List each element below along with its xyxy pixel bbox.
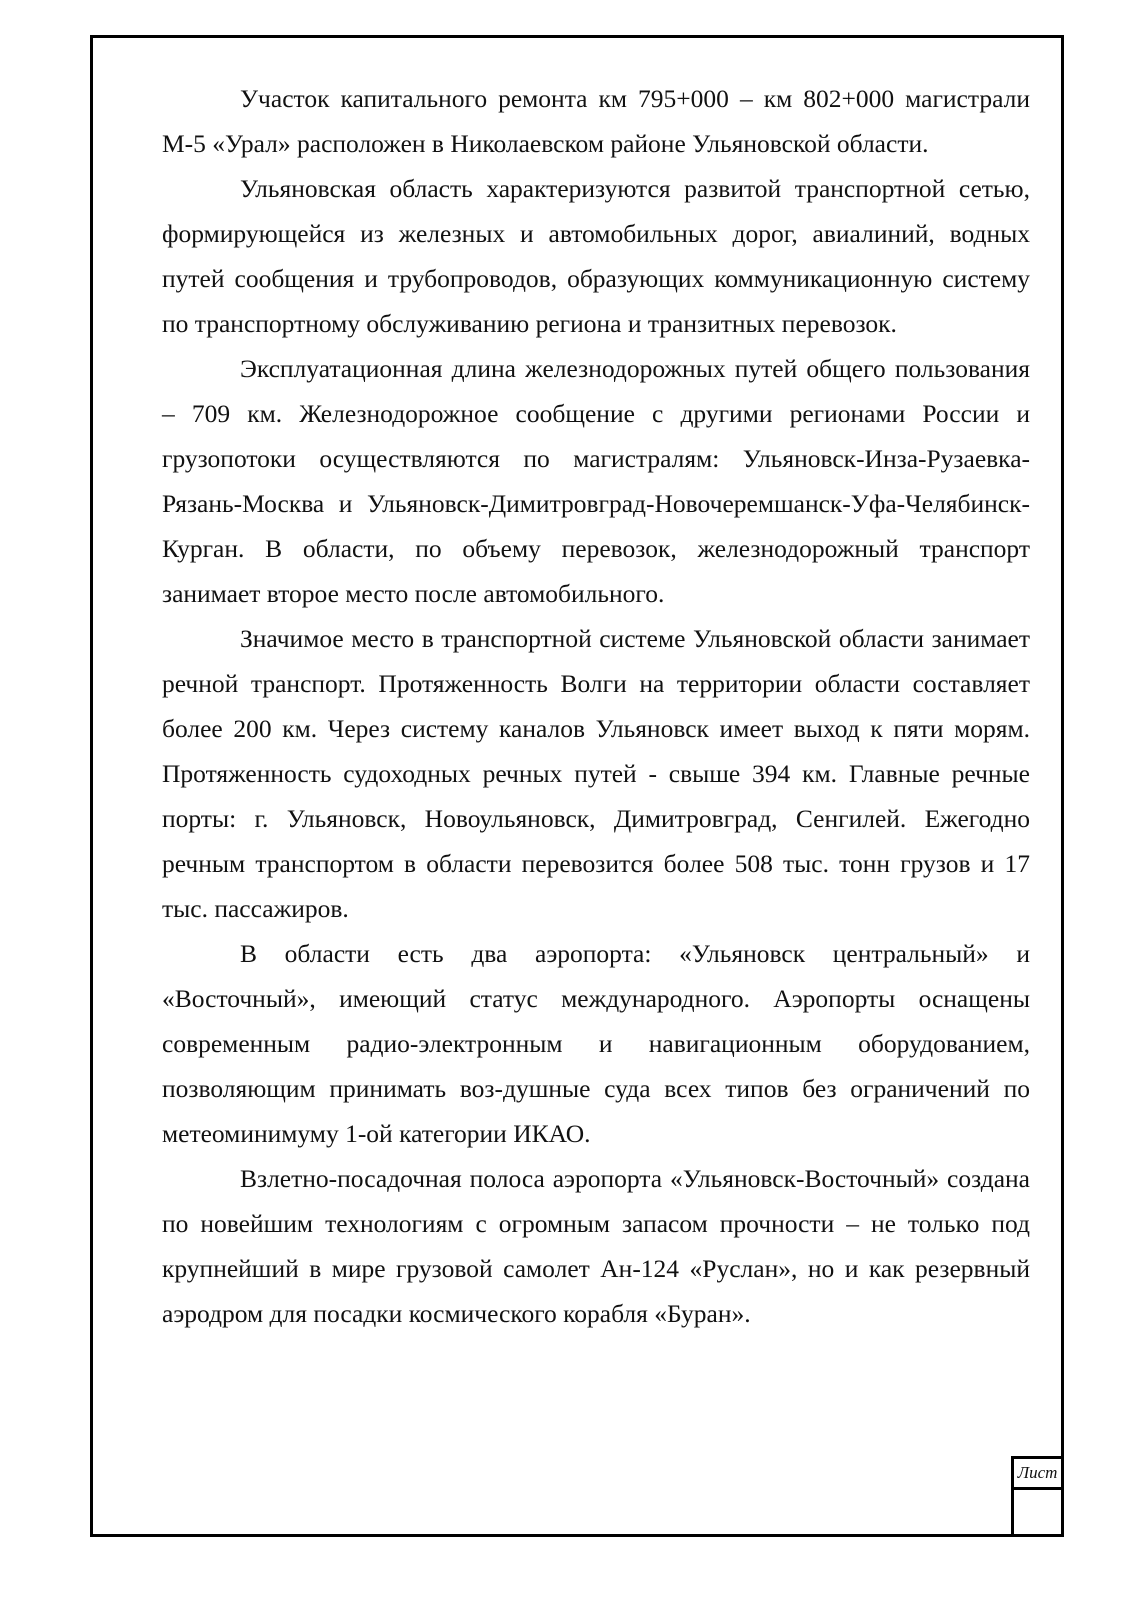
paragraph-transport-network: Ульяновская область характеризуются развитой транспортной сетью, формирующейся из железных и автомобильных дорог, авиалиний, водных путей сообщения и трубопроводов, образующих коммуникационную систему по транспортному обслуживанию региона и транзитных перевозок.: [162, 174, 1030, 338]
paragraph-route-location: Участок капитального ремонта км 795+000 – км 802+000 магистрали М-5 «Урал» расположен в Николаевском районе Ульяновской области.: [162, 84, 1030, 158]
sheet-number-cell: [1014, 1490, 1061, 1540]
paragraph-runway: Взлетно-посадочная полоса аэропорта «Ульяновск-Восточный» создана по новейшим технологиям с огромным запасом прочности – не только под крупнейший в мире грузовой самолет Ан-124 «Руслан», но и как резервный аэродром для посадки космического корабля «Буран».: [162, 1164, 1030, 1328]
paragraph-river-transport: Значимое место в транспортной системе Ульяновской области занимает речной транспорт. Протяженность Волги на территории области составляет более 200 км. Через систему каналов Ульяновск имеет выход к пяти морям. Протяженность судоходных речных путей - свыше 394 км. Главные речные порты: г. Ульяновск, Новоульяновск, Димитровград, Сенгилей. Ежегодно речным транспортом в области перевозится более 508 тыс. тонн грузов и 17 тыс. пассажиров.: [162, 624, 1030, 923]
sheet-number-stamp: [1011, 1456, 1064, 1537]
document-frame: [90, 35, 1064, 1537]
paragraph-airports: В области есть два аэропорта: «Ульяновск центральный» и «Восточный», имеющий статус международного. Аэропорты оснащены современным радио-электронным и навигационным оборудованием, позволяющим принимать воз-душные суда всех типов без ограничений по метеоминимуму 1-ой категории ИКАО.: [162, 939, 1030, 1148]
document-body: [162, 76, 1030, 1336]
paragraph-railway: Эксплуатационная длина железнодорожных путей общего пользования – 709 км. Железнодорожное сообщение с другими регионами России и грузопотоки осуществляются по магистралям: Ульяновск-Инза-Рузаевка-Рязань-Москва и Ульяновск-Димитровград-Новочеремшанск-Уфа-Челябинск-Курган. В области, по объему перевозок, железнодорожный транспорт занимает второе место после автомобильного.: [162, 354, 1030, 608]
sheet-label: Лист: [1014, 1459, 1061, 1490]
